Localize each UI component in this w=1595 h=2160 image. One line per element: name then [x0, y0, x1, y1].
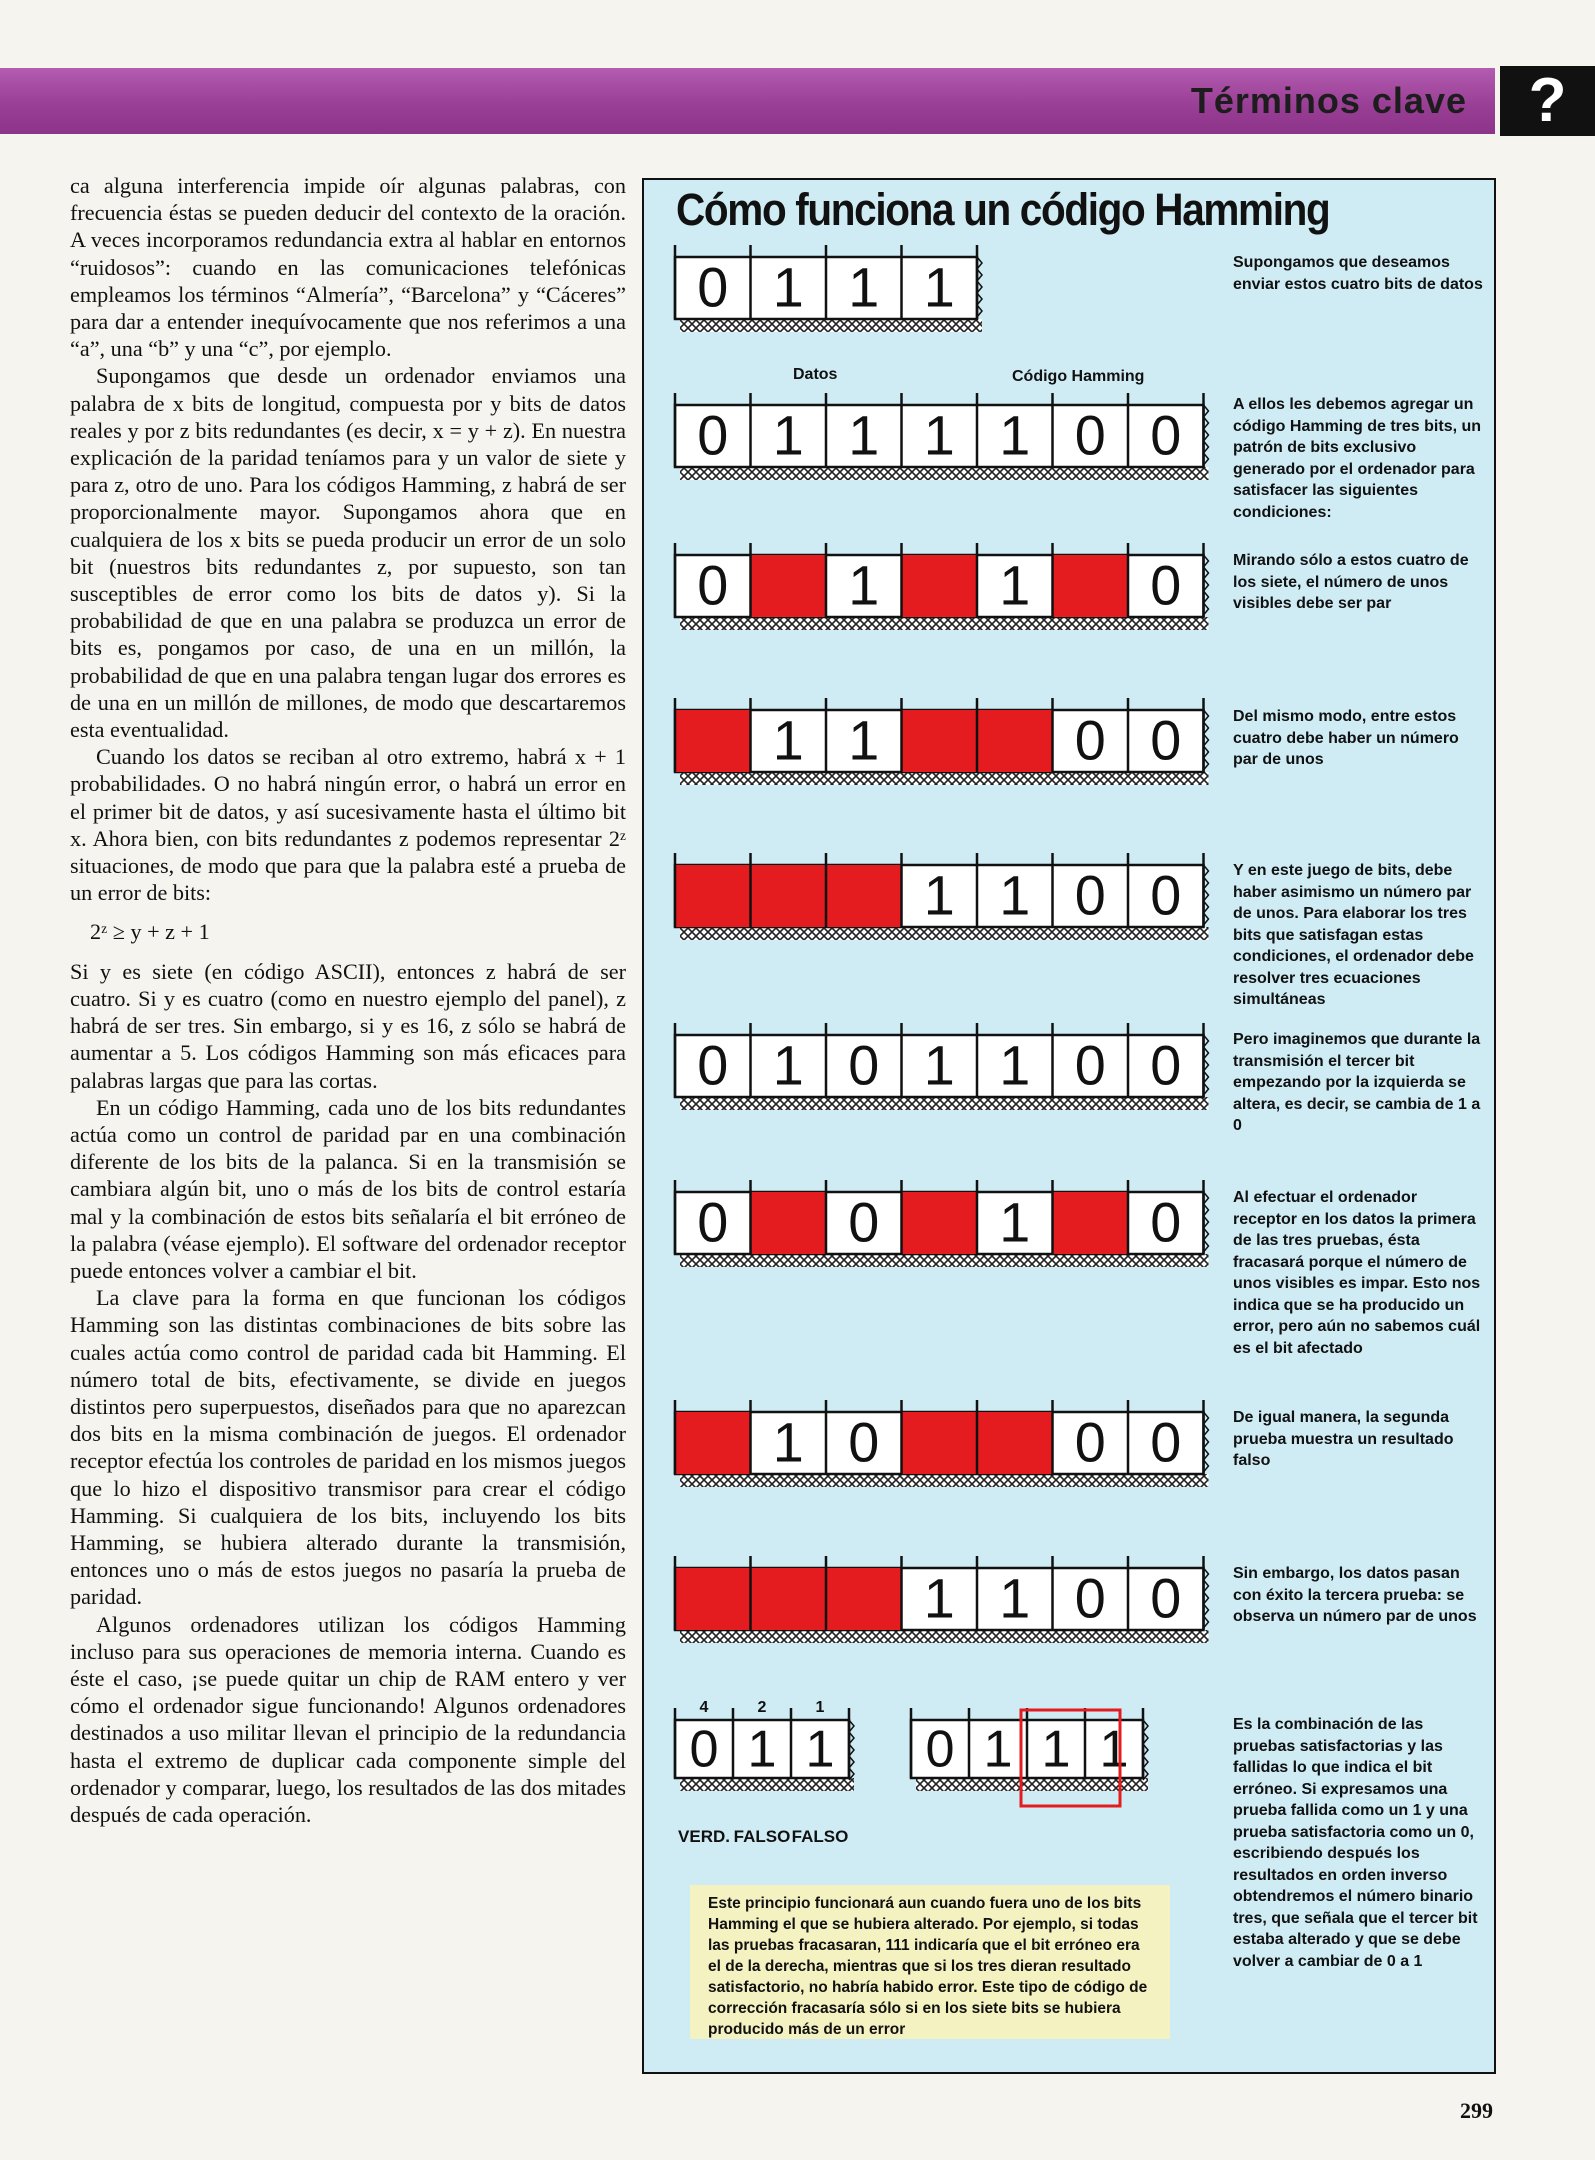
corrected-bit: 0: [925, 1720, 955, 1779]
row-6-bit: 0: [1150, 1033, 1182, 1097]
row-6-bit: 1: [999, 1033, 1031, 1097]
row-8-masked-bit: [902, 1412, 978, 1474]
section-title: Términos clave: [1190, 80, 1467, 121]
row-1-base: [680, 319, 982, 332]
row-3-bit: 0: [697, 553, 729, 617]
row-6-base: [680, 1097, 1209, 1110]
row-3-masked-bit: [902, 555, 978, 617]
row-8-bit: 0: [1150, 1410, 1182, 1474]
row-6-bit: 0: [848, 1033, 880, 1097]
paragraph: Algunos ordenadores utilizan los códigos Hamming incluso para sus operaciones de memoria interna. Cuando es éste el caso, ¡se puede quitar un chip de RAM entero y ver cómo el ordenador sigue funcionando! Algunos ordenadores destinados a uso militar llevan el principio de la redundancia hasta el extremo de duplicar cada componente simple del ordenador y comparar, luego, los resultados de las dos mitades después de cada operación.: [70, 1611, 626, 1827]
row-9-masked-bit: [675, 1568, 751, 1630]
row-5-bit: 0: [1150, 863, 1182, 927]
note-box: Este principio funcionará aun cuando fuera uno de los bits Hamming el que se hubiera alterado. Por ejemplo, si todas las pruebas fracasaran, 111 indicaría que el bit erróneo era el de la derecha, mientras que si los tres dieran resultado satisfactorio, no habría habido error. Este tipo de código de corrección fracasaría sólo si en los siete bits se hubiera producido más de un error: [690, 1885, 1170, 2039]
row-3-base: [680, 617, 1209, 630]
corrected-bit: 1: [1099, 1720, 1129, 1779]
weight-label: 2: [757, 1699, 767, 1716]
row-2-bit: 1: [923, 403, 955, 467]
test-result-label: FALSO: [791, 1827, 849, 1846]
question-mark-icon: ?: [1500, 66, 1595, 136]
row-6-bit: 0: [1074, 1033, 1106, 1097]
formula: 2ᶻ ≥ y + z + 1: [90, 919, 210, 945]
row-7-bit: 0: [697, 1190, 729, 1254]
row-2-bit: 1: [848, 403, 880, 467]
row-4-masked-bit: [977, 710, 1053, 772]
weight-label: 4: [699, 1699, 709, 1716]
caption-row-9: Sin embargo, los datos pasan con éxito la tercera prueba: se observa un número par de unos: [1233, 1565, 1477, 1625]
caption-row-2: A ellos les debemos agregar un código Hamming de tres bits, un patrón de bits exclusivo generado por el ordenador para satisfacer las siguientes condiciones:: [1233, 396, 1482, 521]
row-8-masked-bit: [675, 1412, 751, 1474]
row-3-bit: 1: [848, 553, 880, 617]
row-7-masked-bit: [1053, 1192, 1129, 1254]
row-6-bit: 1: [923, 1033, 955, 1097]
paragraph: En un código Hamming, cada uno de los bits redundantes actúa como un control de paridad par en una combinación diferente de los bits de la palanca. Si en la transmisión se cambiara algún bit, uno o más de los bits de control estaría mal y la combinación de estos bits señalaría el bit erróneo de la palabra (véase ejemplo). El software del ordenador receptor puede entonces volver a cambiar el bit.: [70, 1094, 626, 1283]
panel-title: Cómo funciona un código Hamming: [676, 184, 1330, 235]
caption-row-4: Del mismo modo, entre estos cuatro debe haber un número par de unos: [1233, 708, 1459, 768]
row-7-base: [680, 1254, 1209, 1267]
row-8-bit: 0: [848, 1410, 880, 1474]
row-5-masked-bit: [751, 865, 827, 927]
row-2-bit: 1: [772, 403, 804, 467]
corrected-bit: 1: [1041, 1720, 1071, 1779]
weight-label: 1: [815, 1699, 825, 1716]
row-9-bit: 1: [999, 1566, 1031, 1630]
row-9-base: [680, 1630, 1209, 1643]
paragraph: Si y es siete (en código ASCII), entonces z habrá de ser cuatro. Si y es cuatro (como en nuestro ejemplo del panel), z habrá de ser tres. Sin embargo, si y es 16, z sólo se habrá de aumentar a 5. Los códigos Hamming son más eficaces para palabras largas que para las cortas.: [70, 958, 626, 1093]
row-4-masked-bit: [675, 710, 751, 772]
test-result-label: FALSO: [733, 1827, 791, 1846]
caption-row-5: Y en este juego de bits, debe haber asimismo un número par de unos. Para elaborar los tres bits que satisfagan estas condiciones, el ordenador debe resolver tres ecuaciones simultáneas: [1233, 862, 1474, 1008]
row-1-bit: 1: [772, 255, 804, 319]
paragraph: Supongamos que desde un ordenador enviamos una palabra de x bits de longitud, compuesta por y bits de datos reales y por z bits redundantes (es decir, x = y + z). En nuestra explicación de la paridad teníamos para y un valor de siete y para z, otro de uno. Para los códigos Hamming, z habrá de ser proporcionalmente mayor. Supongamos ahora que en cualquiera de los x bits se pueda producir un error de un solo bit (nuestros bits redundantes z, por supuesto, son tan susceptibles de error como los bits de datos y). Si la probabilidad de que en una palabra se produzca un error de bits es, pongamos por caso, de una en un millón, la probabilidad de que en una palabra tengan lugar dos errores es de una en un millón de millones, de modo que descartaremos esta eventualidad.: [70, 363, 626, 743]
row-4-bit: 1: [848, 708, 880, 772]
row-2-base: [680, 467, 1209, 480]
caption-row-8: De igual manera, la segunda prueba muestra un resultado falso: [1233, 1409, 1454, 1469]
test-result-label: VERD.: [678, 1827, 730, 1846]
row-5-bit: 1: [999, 863, 1031, 927]
row-9-bit: 0: [1150, 1566, 1182, 1630]
caption-row-1: Supongamos que deseamos enviar estos cuatro bits de datos: [1233, 254, 1483, 293]
row-7-masked-bit: [751, 1192, 827, 1254]
row-7-bit: 0: [848, 1190, 880, 1254]
paragraph: ca alguna interferencia impide oír algunas palabras, con frecuencia éstas se pueden deducir del contexto de la oración. A veces incorporamos redundancia extra al hablar en entornos “ruidosos”: cuando en las comunicaciones telefónicas empleamos los términos “Almería”, “Barcelona” y “Cáceres” para dar a entender inequívocamente que nos referimos a una “a”, una “b” y una “c”, por ejemplo.: [70, 173, 626, 362]
caption-final: Es la combinación de las pruebas satisfactorias y las fallidas lo que indica el bit erróneo. Si expresamos una prueba fallida como un 1 y una prueba satisfactoria como un 0, escribiendo después los resultados en orden inverso obtendremos el número binario tres, que señala que el tercer bit estaba alterado y que se debe volver a cambiar de 0 a 1: [1233, 1716, 1478, 1970]
paragraph: La clave para la forma en que funcionan los códigos Hamming son las distintas combinaciones de bits sobre las cuales actúa como control de paridad cada bit Hamming. El número total de bits, efectivamente, se divide en juegos distintos pero superpuestos, diseñados para que no aparezcan dos bits en la misma combinación de juegos. El ordenador receptor efectúa los controles de paridad en los mismos juegos que lo hizo el dispositivo transmisor para crear el código Hamming. Si cualquiera de los bits, incluyendo los bits Hamming, se hubiera alterado durante la transmisión, entonces uno o más de estos juegos no pasaría la prueba de paridad.: [70, 1285, 626, 1610]
paragraph: Cuando los datos se reciban al otro extremo, habrá x + 1 probabilidades. O no habrá ningún error, o habrá un error en el primer bit de datos, y así sucesivamente hasta el último bit x. Ahora bien, con bits redundantes z podemos representar 2ᶻ situaciones, de modo que para que la palabra esté a prueba de un error de bits:: [70, 744, 626, 906]
row-8-masked-bit: [977, 1412, 1053, 1474]
row-4-bit: 0: [1150, 708, 1182, 772]
row-2-bit: 0: [1074, 403, 1106, 467]
row-1-bit: 1: [848, 255, 880, 319]
row-5-masked-bit: [826, 865, 902, 927]
row-8-bit: 1: [772, 1410, 804, 1474]
row-3-masked-bit: [1053, 555, 1129, 617]
row-1-bit: 1: [923, 255, 955, 319]
row-4-bit: 1: [772, 708, 804, 772]
page-number: 299: [1460, 2098, 1493, 2123]
result-bit: 0: [689, 1720, 719, 1779]
row-4-base: [680, 772, 1209, 785]
row-9-masked-bit: [751, 1568, 827, 1630]
result-bit: 1: [805, 1720, 835, 1779]
row-2-bit: 0: [1150, 403, 1182, 467]
row-1-bit: 0: [697, 255, 729, 319]
row-4-masked-bit: [902, 710, 978, 772]
row-5-bit: 0: [1074, 863, 1106, 927]
corrected-base: [916, 1778, 1148, 1791]
caption-row-6: Pero imaginemos que durante la transmisión el tercer bit empezando por la izquierda se altera, es decir, se cambia de 1 a 0: [1233, 1031, 1481, 1134]
row-6-bit: 0: [697, 1033, 729, 1097]
row-5-bit: 1: [923, 863, 955, 927]
row-7-masked-bit: [902, 1192, 978, 1254]
caption-row-7: Al efectuar el ordenador receptor en los datos la primera de las tres pruebas, ésta fracasará porque el número de unos visibles es impar. Esto nos indica que se ha producido un error, pero aún no sabemos cuál es el bit afectado: [1233, 1189, 1481, 1357]
result-base: [680, 1778, 854, 1791]
row-6-bit: 1: [772, 1033, 804, 1097]
row-8-base: [680, 1474, 1209, 1487]
label-codigo-hamming: Código Hamming: [1012, 368, 1145, 385]
row-9-masked-bit: [826, 1568, 902, 1630]
row-2-bit: 1: [999, 403, 1031, 467]
result-bit: 1: [747, 1720, 777, 1779]
row-4-bit: 0: [1074, 708, 1106, 772]
caption-row-3: Mirando sólo a estos cuatro de los siete, el número de unos visibles debe ser par: [1233, 552, 1469, 612]
row-3-masked-bit: [751, 555, 827, 617]
corrected-bit: 1: [983, 1720, 1013, 1779]
row-5-base: [680, 927, 1209, 940]
row-5-masked-bit: [675, 865, 751, 927]
row-3-bit: 1: [999, 553, 1031, 617]
label-datos: Datos: [793, 366, 838, 383]
row-3-bit: 0: [1150, 553, 1182, 617]
row-7-bit: 1: [999, 1190, 1031, 1254]
row-7-bit: 0: [1150, 1190, 1182, 1254]
row-9-bit: 1: [923, 1566, 955, 1630]
row-8-bit: 0: [1074, 1410, 1106, 1474]
row-2-bit: 0: [697, 403, 729, 467]
row-9-bit: 0: [1074, 1566, 1106, 1630]
